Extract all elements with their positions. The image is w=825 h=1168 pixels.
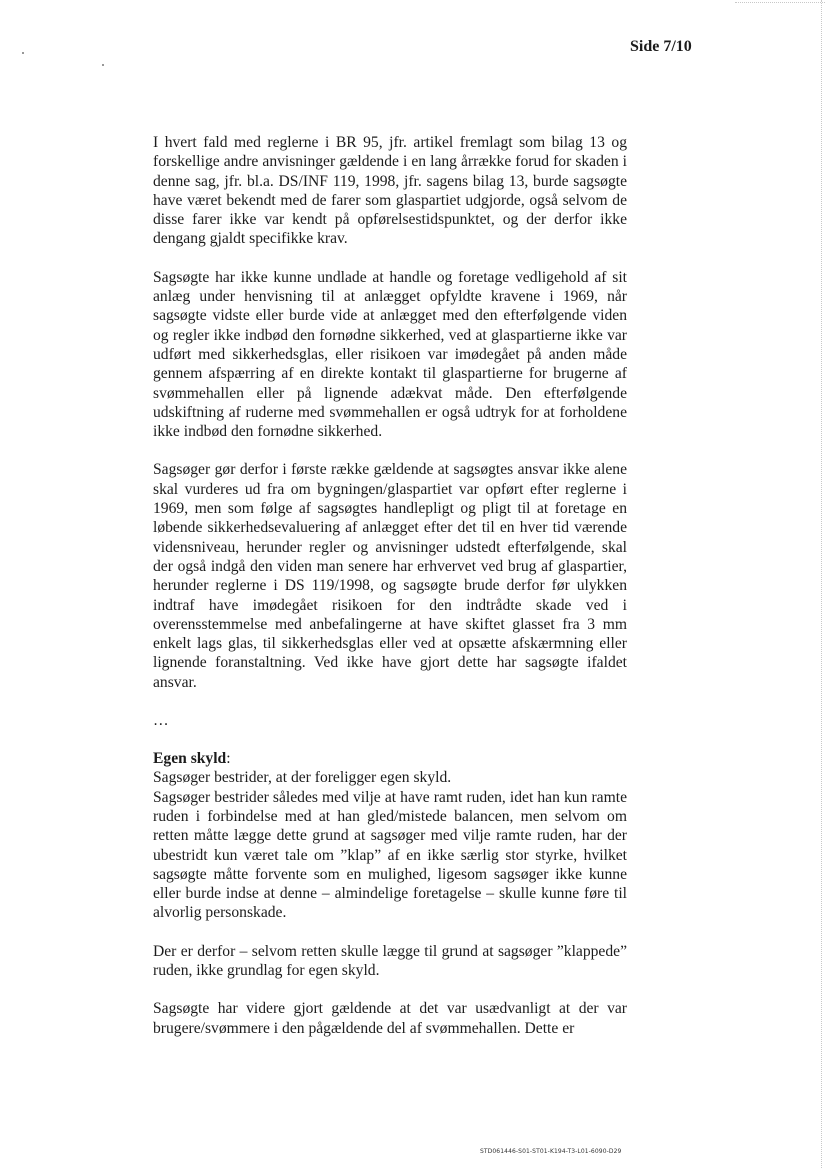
section-paragraph: Sagsøger bestrider, at der foreligger egen skyld. — [153, 769, 452, 787]
body-paragraph: I hvert fald med reglerne i BR 95, jfr. artikel fremlagt som bilag 13 og forskellige andre anvisninger gældende i en lang årrække forud for skaden i denne sag, jfr. bl.a. DS/INF 119, 1998, jfr. sagens bilag 13, burde sagsøgte have været bekendt med de farer som glaspartiet udgjorde, også selvom de disse farer ikke var kendt på opførelsestidspunktet, og der derfor ikke dengang gjaldt specifikke krav. — [153, 134, 627, 248]
ellipsis: … — [153, 712, 169, 730]
page-number: Side 7/10 — [630, 38, 692, 55]
body-paragraph: Sagsøger gør derfor i første række gældende at sagsøgtes ansvar ikke alene skal vurderes ud fra om bygningen/glaspartiet var opført efter reglerne i 1969, men som følge af sagsøgtes handlepligt og pligt til at foretage en løbende sikkerhedsevaluering af anlægget efter det til en hver tid værende vidensniveau, herunder regler og anvisninger udstedt efterfølgende, skal der også indgå den viden man senere har erhvervet ved brug af glaspartier, herunder reglerne i DS 119/1998, og sagsøgte brude derfor før ulykken indtraf have imødegået risikoen for den indtrådte skade ved i overensstemmelse med anbefalingerne at have skiftet glasset fra 3 mm enkelt lags glas, til sikkerhedsglas eller ved at opsætte afskærmning eller lignende foranstaltning. Ved ikke have gjort dette har sagsøgte ifaldet ansvar. — [153, 461, 627, 691]
document-code: STD061446-S01-ST01-K194-T3-L01-6090-D29 — [480, 1148, 622, 1155]
section-paragraph: Der er derfor – selvom retten skulle lægge til grund at sagsøger ”klappede” ruden, ikke grundlag for egen skyld. — [153, 942, 627, 979]
section-egen-skyld — [153, 749, 627, 1038]
section-paragraph: Sagsøger bestrider således med vilje at have ramt ruden, idet han kun ramte ruden i forbindelse med at han gled/mistede balancen, men selvom om retten måtte lægge dette grund at sagsøger med vilje ramte ruden, har der ubestridt kun været tale om ”klap” af en ikke særlig stor styrke, hvilket sagsøgte måtte forvente som en mulighed, ligesom sagsøger ikke kunne eller burde indse at denne – almindelige foretagelse – skulle kunne føre til alvorlig personskade. — [153, 788, 627, 922]
section-heading-text: Egen skyld — [153, 750, 227, 768]
scan-speck — [102, 64, 104, 66]
scan-speck — [22, 52, 24, 54]
body-paragraph: Sagsøgte har ikke kunne undlade at handle og foretage vedligehold af sit anlæg under henvisning til at anlægget opfyldte kravene i 1969, når sagsøgte vidste eller burde vide at anlægget med den efterfølgende viden og regler ikke indbød den fornødne sikkerhed, ved at glaspartierne ikke var udført med sikkerhedsglas, eller risikoen var imødegået på anden måde gennem afspærring af en direkte kontakt til glaspartierne for brugerne af svømmehallen eller på lignende adækvat måde. Den efterfølgende udskiftning af ruderne med svømmehallen er også udtryk for at forholdene ikke indbød den fornødne sikkerhed. — [153, 268, 627, 441]
scan-edge-top — [735, 2, 825, 3]
document-body — [153, 133, 627, 1057]
section-heading-colon: : — [226, 750, 231, 768]
section-paragraph: Sagsøgte har videre gjort gældende at det var usædvanligt at der var brugere/svømmere i den pågældende del af svømmehallen. Dette er — [153, 1000, 627, 1037]
scan-edge-right — [821, 0, 822, 1168]
section-heading — [153, 749, 627, 768]
